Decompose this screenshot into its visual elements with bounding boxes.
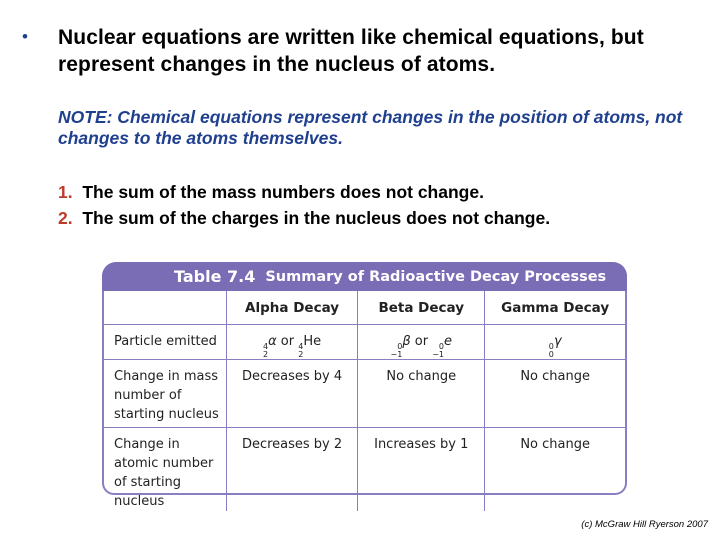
- decay-table: [102, 291, 627, 509]
- cell-gamma: No change: [485, 428, 625, 512]
- table-title: Summary of Radioactive Decay Processes: [265, 268, 607, 285]
- rule-1: [58, 181, 484, 203]
- rule-1-number: 1.: [58, 182, 73, 202]
- bullet-marker: •: [22, 27, 28, 46]
- table-row: [104, 360, 625, 428]
- row-label: Change in atomic number of starting nucleus: [104, 428, 226, 512]
- particle-gamma: [485, 325, 625, 360]
- cell-beta: Increases by 1: [358, 428, 485, 512]
- cell-gamma: No change: [485, 360, 625, 428]
- cell-beta: No change: [358, 360, 485, 428]
- table-row: [104, 428, 625, 512]
- column-header-empty: [104, 291, 226, 325]
- row-label: Change in mass number of starting nucleus: [104, 360, 226, 428]
- particle-beta: [358, 325, 485, 360]
- rule-1-text: The sum of the mass numbers does not change.: [82, 182, 484, 202]
- table-number: Table 7.4: [174, 267, 256, 286]
- rule-2-text: The sum of the charges in the nucleus does not change.: [82, 208, 551, 228]
- main-statement: Nuclear equations are written like chemical equations, but represent changes in the nucleus of atoms.: [58, 26, 644, 76]
- table-row: [104, 325, 625, 360]
- copyright-credit: (c) McGraw Hill Ryerson 2007: [581, 519, 708, 530]
- note-text: NOTE: Chemical equations represent changes in the position of atoms, not changes to the atoms themselves.: [58, 107, 683, 148]
- cell-alpha: Decreases by 4: [226, 360, 357, 428]
- beta-notation: 0 −1 β or 0 −1 e: [390, 334, 452, 359]
- table-title-bar: [102, 262, 627, 291]
- rule-2: [58, 207, 550, 229]
- column-header-alpha: Alpha Decay: [226, 291, 357, 325]
- rule-2-number: 2.: [58, 208, 73, 228]
- alpha-notation: 4 2 α or 4 2 He: [263, 334, 322, 359]
- column-header-beta: Beta Decay: [358, 291, 485, 325]
- gamma-notation: 0 0 γ: [548, 334, 562, 359]
- particle-alpha: [226, 325, 357, 360]
- row-label: Particle emitted: [104, 325, 226, 360]
- column-header-gamma: Gamma Decay: [485, 291, 625, 325]
- cell-alpha: Decreases by 2: [226, 428, 357, 512]
